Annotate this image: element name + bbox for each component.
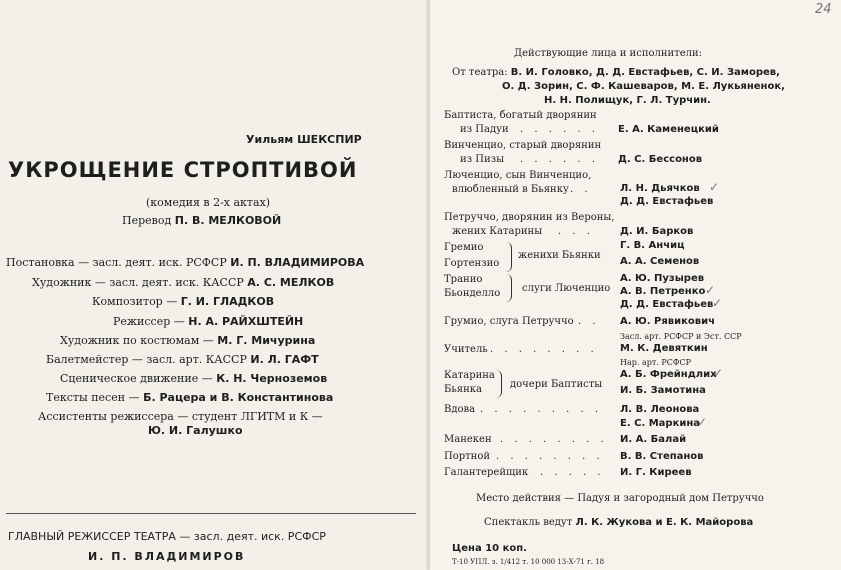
theatre-line-1 bbox=[452, 67, 780, 78]
actor-biondello-1: А. В. Петренко bbox=[620, 286, 706, 297]
role-maneken: Манекен bbox=[444, 434, 492, 445]
brace bbox=[496, 370, 502, 398]
credit-label: Художник по костюмам — bbox=[60, 334, 214, 347]
credit-lyrics bbox=[46, 391, 333, 404]
credit-name: А. С. МЕЛКОВ bbox=[247, 276, 335, 289]
group-suitors: женихи Бьянки bbox=[518, 250, 601, 261]
handwritten-check-icon: ✓ bbox=[697, 415, 708, 429]
theatre-line-2: О. Д. Зорин, С. Ф. Кашеваров, М. Е. Лукьяненок, bbox=[502, 81, 785, 92]
credit-name: И. Л. ГАФТ bbox=[250, 353, 319, 366]
actor-vinchencio: Д. С. Бессонов bbox=[618, 154, 703, 165]
credit-ballet bbox=[46, 353, 319, 366]
handwritten-check-icon: ✓ bbox=[709, 180, 720, 194]
role-baptista-1: Баптиста, богатый дворянин bbox=[444, 110, 597, 121]
actor-haberdasher: И. Г. Киреев bbox=[620, 467, 692, 478]
cast-header: Действующие лица и исполнители: bbox=[514, 48, 703, 59]
role-luchencio-2: влюбленный в Бьянку bbox=[452, 184, 569, 195]
footer-divider bbox=[6, 513, 416, 514]
role-tranio: Транио bbox=[444, 274, 483, 285]
credit-label: Тексты песен — bbox=[46, 391, 140, 404]
role-katarina: Катарина bbox=[444, 370, 495, 381]
price: Цена 10 коп. bbox=[452, 543, 527, 554]
translation-name: П. В. МЕЛКОВОЙ bbox=[174, 214, 282, 227]
credit-label: Композитор — bbox=[92, 295, 178, 308]
footer-name: И. П. ВЛАДИМИРОВ bbox=[88, 550, 246, 563]
theatre-names: В. И. Головко, Д. Д. Евстафьев, С. И. Заморев, bbox=[510, 67, 780, 78]
credit-label: Постановка — засл. деят. иск. РСФСР bbox=[6, 256, 227, 269]
role-baptista-2: из Падуи bbox=[460, 124, 509, 135]
role-bianka: Бьянка bbox=[444, 384, 482, 395]
dots: . . . . . bbox=[540, 467, 605, 478]
actor-grumio: А. Ю. Рявикович bbox=[620, 316, 715, 327]
role-biondello: Бьонделло bbox=[444, 288, 501, 299]
actor-maneken: И. А. Балай bbox=[620, 434, 687, 445]
role-widow: Вдова bbox=[444, 404, 476, 415]
credit-name: М. Г. Мичурина bbox=[217, 334, 316, 347]
role-grumio: Грумио, слуга Петруччо bbox=[444, 316, 574, 327]
credit-director bbox=[113, 315, 303, 328]
theatre-label: От театра: bbox=[452, 67, 508, 78]
credit-costumes bbox=[60, 334, 315, 347]
actor-tranio: А. Ю. Пузырев bbox=[620, 273, 705, 284]
play-title: УКРОЩЕНИЕ СТРОПТИВОЙ bbox=[8, 158, 358, 182]
actor-luchencio-2: Д. Д. Евстафьев bbox=[620, 196, 714, 207]
role-gremio: Гремио bbox=[444, 242, 484, 253]
footer-label: ГЛАВНЫЙ РЕЖИССЕР ТЕАТРА — засл. деят. иск. РСФСР bbox=[8, 530, 326, 543]
role-petruchio-1: Петруччо, дворянин из Вероны, bbox=[444, 212, 615, 223]
theatre-line-3: Н. Н. Полищук, Г. Л. Турчин. bbox=[544, 95, 711, 106]
handwritten-check-icon: ✓ bbox=[712, 296, 723, 310]
right-page bbox=[430, 0, 841, 570]
role-teacher: Учитель bbox=[444, 344, 488, 355]
dots: . . . . . . . . bbox=[496, 451, 604, 462]
credit-label: Сценическое движение — bbox=[60, 372, 213, 385]
credit-label: Балетмейстер — засл. арт. КАССР bbox=[46, 353, 247, 366]
actor-gortenzio: А. А. Семенов bbox=[620, 256, 700, 267]
role-gortenzio: Гортензио bbox=[444, 258, 500, 269]
credit-assistants-name: Ю. И. Галушко bbox=[148, 424, 243, 437]
translation-label: Перевод bbox=[122, 214, 172, 227]
credit-name: К. Н. Черноземов bbox=[216, 372, 328, 385]
actor-bianka: И. Б. Замотина bbox=[620, 385, 706, 396]
brace bbox=[506, 242, 512, 272]
hosts-line bbox=[484, 517, 753, 528]
actor-teacher: М. К. Девяткин bbox=[620, 343, 708, 354]
role-petruchio-2: жених Катарины bbox=[452, 226, 543, 237]
credit-staging bbox=[6, 256, 364, 269]
dots: . . bbox=[570, 184, 592, 195]
print-info: Т-10 УПЛ. з. 1/412 т. 10 000 13-Х-71 г. 18 bbox=[452, 558, 605, 566]
actor-luchencio-1: Л. Н. Дьячков bbox=[620, 183, 700, 194]
dots: . . bbox=[578, 316, 600, 327]
credit-assistants-label: Ассистенты режиссера — студент ЛГИТМ и К — bbox=[38, 410, 323, 423]
brace bbox=[506, 274, 512, 302]
dots: . . . . . . bbox=[520, 124, 599, 135]
credit-movement bbox=[60, 372, 327, 385]
dots: . . . . . . . . bbox=[500, 434, 608, 445]
group-servants: слуги Люченцио bbox=[522, 283, 611, 294]
credit-name: Н. А. РАЙХШТЕЙН bbox=[188, 315, 304, 328]
credit-artist bbox=[32, 276, 334, 289]
credit-composer bbox=[92, 295, 274, 308]
credit-name: Г. И. ГЛАДКОВ bbox=[180, 295, 275, 308]
group-daughters: дочери Баптисты bbox=[510, 379, 603, 390]
hosts-names: Л. К. Жукова и Е. К. Майорова bbox=[575, 517, 754, 528]
dots: . . . . . . . . . bbox=[480, 404, 603, 415]
actor-petruchio: Д. И. Барков bbox=[620, 226, 694, 237]
dots: . . . . . . . . bbox=[490, 344, 598, 355]
katarina-actor-title: Нар. арт. РСФСР bbox=[620, 358, 692, 367]
actor-tailor: В. В. Степанов bbox=[620, 451, 704, 462]
credit-label: Режиссер — bbox=[113, 315, 185, 328]
play-subtitle: (комедия в 2-х актах) bbox=[146, 196, 271, 209]
credit-label: Художник — засл. деят. иск. КАССР bbox=[32, 276, 244, 289]
actor-gremio: Г. В. Анчиц bbox=[620, 240, 685, 251]
translation-credit bbox=[122, 214, 281, 227]
role-vinchencio-1: Винченцио, старый дворянин bbox=[444, 140, 602, 151]
actor-baptista: Е. А. Каменецкий bbox=[618, 124, 719, 135]
page-number: 24 bbox=[815, 2, 832, 17]
hosts-label: Спектакль ведут bbox=[484, 517, 573, 528]
dots: . . . . . . bbox=[520, 154, 599, 165]
handwritten-check-icon: ✓ bbox=[705, 283, 716, 297]
role-tailor: Портной bbox=[444, 451, 491, 462]
role-haberdasher: Галантерейщик bbox=[444, 467, 529, 478]
handwritten-check-icon: ✓ bbox=[713, 366, 724, 380]
actor-katarina: А. Б. Фрейндлих bbox=[620, 369, 717, 380]
actor-widow-2: Е. С. Маркина bbox=[620, 418, 701, 429]
role-luchencio-1: Люченцио, сын Винченцио, bbox=[444, 170, 592, 181]
place-of-action: Место действия — Падуя и загородный дом Петруччо bbox=[476, 493, 764, 504]
actor-biondello-2: Д. Д. Евстафьев bbox=[620, 299, 714, 310]
credit-name: Б. Рацера и В. Константинова bbox=[143, 391, 334, 404]
credit-name: И. П. ВЛАДИМИРОВА bbox=[230, 256, 365, 269]
actor-widow-1: Л. В. Леонова bbox=[620, 404, 700, 415]
teacher-actor-title: Засл. арт. РСФСР и Эст. ССР bbox=[620, 332, 742, 341]
dots: . . . bbox=[558, 226, 594, 237]
role-vinchencio-2: из Пизы bbox=[460, 154, 505, 165]
author: Уильям ШЕКСПИР bbox=[246, 133, 362, 146]
